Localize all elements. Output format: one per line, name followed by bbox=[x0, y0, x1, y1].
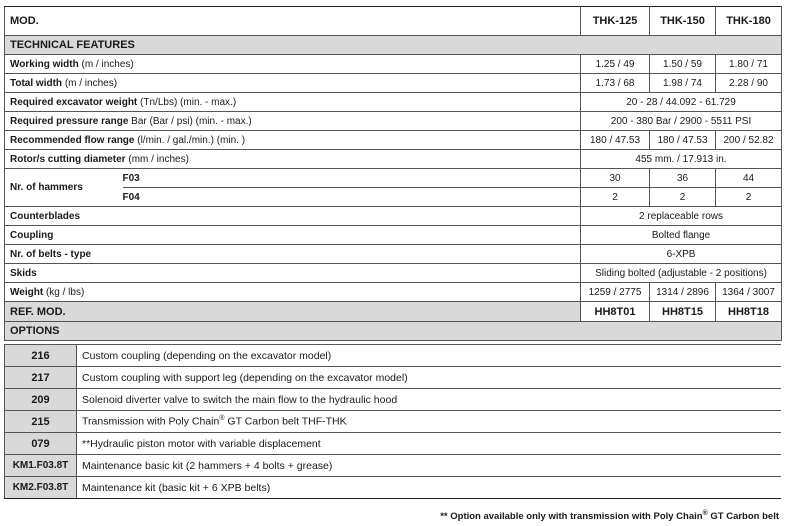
row-skids bbox=[5, 264, 782, 283]
options-title: OPTIONS bbox=[5, 322, 782, 341]
hammers-f03-label: F03 bbox=[123, 169, 581, 188]
option-desc: Custom coupling with support leg (depending on the excavator model) bbox=[77, 367, 782, 389]
header-row bbox=[5, 7, 782, 36]
option-row bbox=[5, 411, 782, 433]
option-code: KM2.F03.8T bbox=[5, 477, 77, 499]
row-counterblades bbox=[5, 207, 782, 226]
ref-row bbox=[5, 302, 782, 322]
technical-features-header bbox=[5, 36, 782, 55]
hammers-f04-label: F04 bbox=[123, 188, 581, 207]
excavator-weight-value: 20 - 28 / 44.092 - 61.729 bbox=[581, 93, 782, 112]
row-weight bbox=[5, 283, 782, 302]
coupling-label: Coupling bbox=[5, 226, 581, 245]
total-width-thk150: 1.98 / 74 bbox=[650, 74, 716, 93]
skids-value: Sliding bolted (adjustable - 2 positions) bbox=[581, 264, 782, 283]
row-working-width bbox=[5, 55, 782, 74]
option-row bbox=[5, 455, 782, 477]
option-row bbox=[5, 477, 782, 499]
coupling-value: Bolted flange bbox=[581, 226, 782, 245]
hammers-f04-thk180: 2 bbox=[716, 188, 782, 207]
option-code: 079 bbox=[5, 433, 77, 455]
option-row bbox=[5, 345, 782, 367]
row-flow-range bbox=[5, 131, 782, 150]
row-belts bbox=[5, 245, 782, 264]
pressure-range-value: 200 - 380 Bar / 2900 - 5511 PSI bbox=[581, 112, 782, 131]
hammers-f03-thk150: 36 bbox=[650, 169, 716, 188]
model-thk180: THK-180 bbox=[716, 7, 782, 36]
option-desc: **Hydraulic piston motor with variable displacement bbox=[77, 433, 782, 455]
total-width-thk180: 2.28 / 90 bbox=[716, 74, 782, 93]
row-total-width bbox=[5, 74, 782, 93]
rotor-diameter-value: 455 mm. / 17.913 in. bbox=[581, 150, 782, 169]
option-code: 217 bbox=[5, 367, 77, 389]
option-code: 209 bbox=[5, 389, 77, 411]
hammers-f03-thk180: 44 bbox=[716, 169, 782, 188]
total-width-thk125: 1.73 / 68 bbox=[581, 74, 650, 93]
working-width-thk125: 1.25 / 49 bbox=[581, 55, 650, 74]
row-excavator-weight bbox=[5, 93, 782, 112]
option-code: 216 bbox=[5, 345, 77, 367]
belts-value: 6-XPB bbox=[581, 245, 782, 264]
weight-thk150: 1314 / 2896 bbox=[650, 283, 716, 302]
option-desc: Transmission with Poly Chain® GT Carbon belt THF-THK bbox=[77, 411, 782, 433]
option-desc: Solenoid diverter valve to switch the main flow to the hydraulic hood bbox=[77, 389, 782, 411]
total-width-label: Total width (m / inches) bbox=[5, 74, 581, 93]
option-row bbox=[5, 433, 782, 455]
option-desc: Maintenance kit (basic kit + 6 XPB belts) bbox=[77, 477, 782, 499]
belts-label: Nr. of belts - type bbox=[5, 245, 581, 264]
ref-thk125: HH8T01 bbox=[581, 302, 650, 322]
rotor-diameter-label: Rotor/s cutting diameter (mm / inches) bbox=[5, 150, 581, 169]
row-coupling bbox=[5, 226, 782, 245]
flow-range-label: Recommended flow range (l/min. / gal./min.) (min. ) bbox=[5, 131, 581, 150]
hammers-f04-thk150: 2 bbox=[650, 188, 716, 207]
flow-range-thk180: 200 / 52.82 bbox=[716, 131, 782, 150]
working-width-thk180: 1.80 / 71 bbox=[716, 55, 782, 74]
option-code: 215 bbox=[5, 411, 77, 433]
footnote: ** Option available only with transmission with Poly Chain® GT Carbon belt bbox=[440, 510, 779, 523]
hammers-f04-thk125: 2 bbox=[581, 188, 650, 207]
flow-range-thk125: 180 / 47.53 bbox=[581, 131, 650, 150]
counterblades-value: 2 replaceable rows bbox=[581, 207, 782, 226]
technical-features-title: TECHNICAL FEATURES bbox=[5, 36, 782, 55]
option-row bbox=[5, 367, 782, 389]
ref-thk150: HH8T15 bbox=[650, 302, 716, 322]
working-width-thk150: 1.50 / 59 bbox=[650, 55, 716, 74]
weight-thk180: 1364 / 3007 bbox=[716, 283, 782, 302]
option-row bbox=[5, 389, 782, 411]
ref-label: REF. MOD. bbox=[5, 302, 581, 322]
model-thk150: THK-150 bbox=[650, 7, 716, 36]
counterblades-label: Counterblades bbox=[5, 207, 581, 226]
skids-label: Skids bbox=[5, 264, 581, 283]
pressure-range-label: Required pressure range Bar (Bar / psi) (min. - max.) bbox=[5, 112, 581, 131]
hammers-label: Nr. of hammers bbox=[5, 169, 123, 207]
flow-range-thk150: 180 / 47.53 bbox=[650, 131, 716, 150]
spec-table bbox=[4, 6, 782, 341]
mod-label: MOD. bbox=[5, 7, 581, 36]
working-width-label: Working width (m / inches) bbox=[5, 55, 581, 74]
options-header bbox=[5, 322, 782, 341]
model-thk125: THK-125 bbox=[581, 7, 650, 36]
weight-thk125: 1259 / 2775 bbox=[581, 283, 650, 302]
weight-label: Weight (kg / lbs) bbox=[5, 283, 581, 302]
option-code: KM1.F03.8T bbox=[5, 455, 77, 477]
options-table bbox=[4, 344, 781, 499]
ref-thk180: HH8T18 bbox=[716, 302, 782, 322]
row-pressure-range bbox=[5, 112, 782, 131]
hammers-f03-thk125: 30 bbox=[581, 169, 650, 188]
option-desc: Maintenance basic kit (2 hammers + 4 bolts + grease) bbox=[77, 455, 782, 477]
row-rotor-diameter bbox=[5, 150, 782, 169]
excavator-weight-label: Required excavator weight (Tn/Lbs) (min. - max.) bbox=[5, 93, 581, 112]
row-hammers-f03 bbox=[5, 169, 782, 188]
option-desc: Custom coupling (depending on the excavator model) bbox=[77, 345, 782, 367]
